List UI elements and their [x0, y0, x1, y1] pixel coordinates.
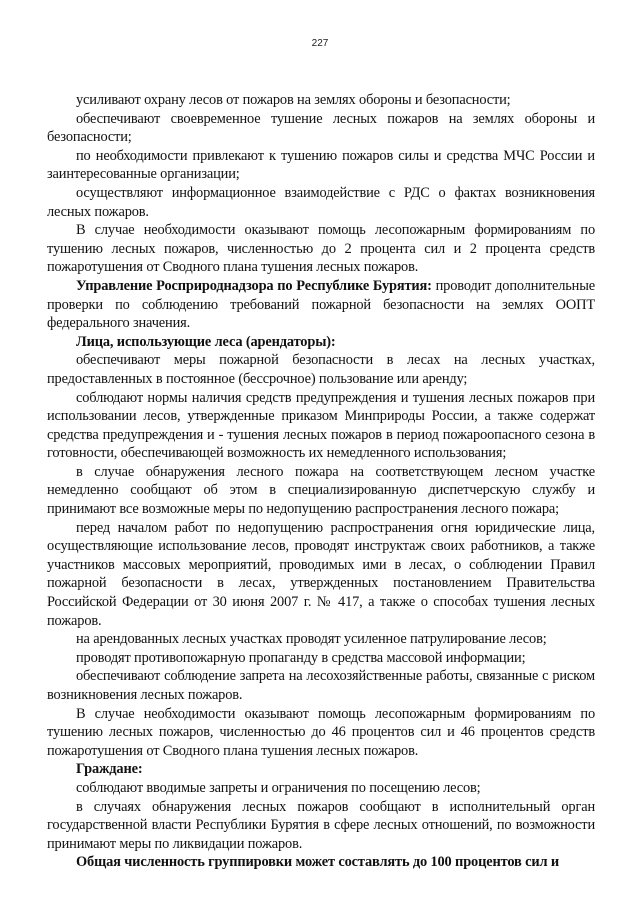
paragraph: обеспечивают своевременное тушение лесных пожаров на землях обороны и безопасности; [47, 110, 595, 146]
tenants-item: В случае необходимости оказывают помощь лесопожарным формированиям по тушению лесных пожаров, численностью до 46 процентов сил и 46 процентов средств пожаротушения от Сводного плана тушения лесных пожаров. [47, 705, 595, 759]
citizens-heading: Граждане: [76, 761, 143, 778]
tenants-item: в случае обнаружения лесного пожара на соответствующем лесном участке немедленно сообщают об этом в специализированную диспетчерскую службу и принимают все возможные меры по недопущению распространения лесного пожара; [47, 463, 595, 518]
page-number: 227 [311, 38, 329, 49]
paragraph: усиливают охрану лесов от пожаров на землях обороны и безопасности; [76, 92, 511, 108]
rpn-title: Управление Росприроднадзора по Республике Бурятия: [76, 277, 432, 294]
rpn-text: проводит дополнительные проверки по соблюдению требований пожарной безопасности на землях ООПТ федерального значения. [47, 277, 595, 332]
tenants-item: проводят противопожарную пропаганду в средства массовой информации; [76, 649, 526, 666]
closing-paragraph: Общая численность группировки может составлять до 100 процентов сил и [76, 854, 559, 871]
paragraph: осуществляют информационное взаимодействие с РДС о фактах возникновения лесных пожаров. [47, 184, 595, 220]
rpn-paragraph [47, 277, 595, 333]
tenants-item: соблюдают нормы наличия средств предупреждения и тушения лесных пожаров при использовании лесов, утвержденные приказом Минприроды России, а также содержат средства предупреждения и - тушения лесных пожаров в период пожароопасного сезона в готовности, обеспечивающей возможность их немедленного использования; [47, 389, 595, 462]
tenants-item: обеспечивают соблюдение запрета на лесохозяйственные работы, связанные с риском возникновения лесных пожаров. [47, 668, 595, 703]
document-body [47, 91, 595, 872]
citizens-item: соблюдают вводимые запреты и ограничения по посещению лесов; [76, 779, 481, 796]
tenants-item: на арендованных лесных участках проводят усиленное патрулирование лесов; [76, 631, 547, 648]
paragraph: по необходимости привлекают к тушению пожаров силы и средства МЧС России и заинтересованные организации; [47, 147, 595, 183]
paragraph: В случае необходимости оказывают помощь лесопожарным формированиям по тушению лесных пожаров, численностью до 2 процента сил и 2 процента средств пожаротушения от Сводного плана тушения лесных пожаров. [47, 222, 595, 276]
tenants-heading: Лица, использующие леса (арендаторы): [76, 333, 336, 350]
tenants-item: перед началом работ по недопущению распространения огня юридические лица, осуществляющие использование лесов, проводят инструктаж своих работников, а также участников массовых мероприятий, проводимых ими в лесах, о соблюдении Правил пожарной безопасности в лесах, утвержденных постановлением Правительства Российской Федерации от 30 июня 2007 г. № 417, а также о способах тушения лесных пожаров. [47, 519, 595, 629]
citizens-item: в случаях обнаружения лесных пожаров сообщают в исполнительный орган государственной власти Республики Бурятия в сфере лесных отношений, по возможности принимают меры по ликвидации пожаров. [47, 798, 595, 852]
tenants-item: обеспечивают меры пожарной безопасности в лесах на лесных участках, предоставленных в постоянное (бессрочное) пользование или аренду; [47, 352, 595, 387]
